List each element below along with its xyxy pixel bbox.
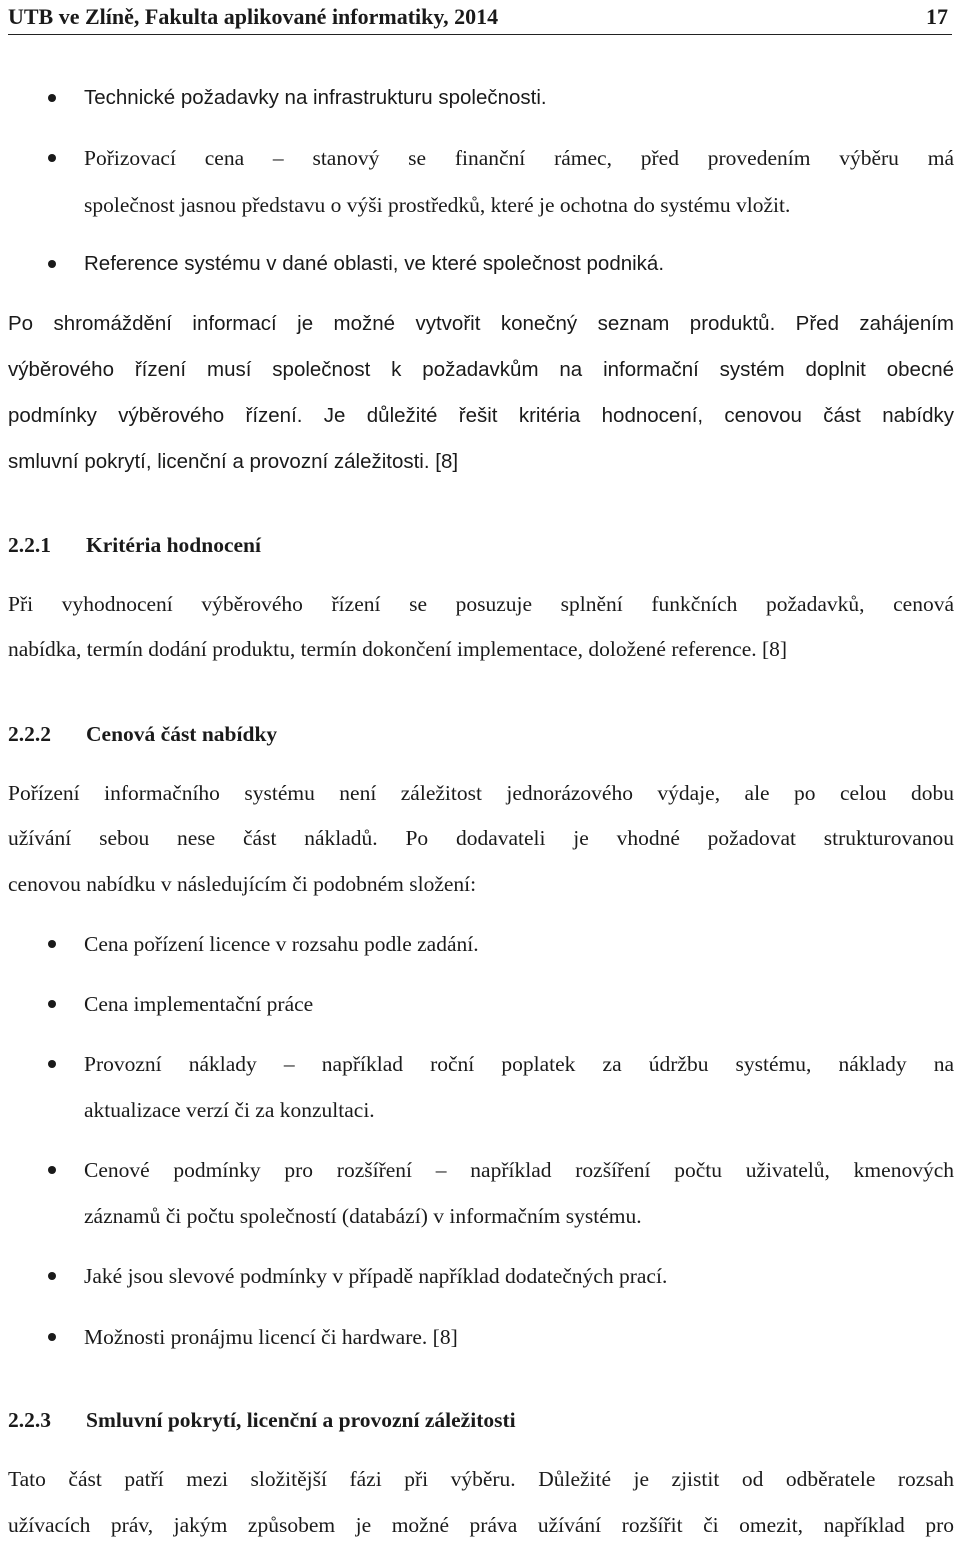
paragraph-line: užívání sebou nese část nákladů. Po dodavateli je vhodné požadovat strukturovanou bbox=[8, 826, 954, 850]
section-number: 2.2.1 bbox=[8, 533, 51, 557]
paragraph-line bbox=[8, 448, 458, 475]
header-title: UTB ve Zlíně, Fakulta aplikované informatiky, 2014 bbox=[8, 4, 499, 29]
list-item: Reference systému v dané oblasti, ve které společnost podniká. bbox=[84, 252, 665, 275]
bullet-icon bbox=[48, 154, 56, 162]
list-item: Pořizovací cena – stanový se finanční rámec, před provedením výběru má bbox=[84, 146, 954, 170]
section-number: 2.2.3 bbox=[8, 1408, 51, 1432]
section-title: Smluvní pokrytí, licenční a provozní záležitosti bbox=[86, 1408, 516, 1432]
paragraph-line: cenovou nabídku v následujícím či podobném složení: bbox=[8, 872, 477, 896]
section-heading-223 bbox=[8, 1407, 516, 1433]
paragraph-line: výběrového řízení musí společnost k požadavkům na informační systém doplnit obecné bbox=[8, 358, 954, 381]
bullet-icon bbox=[48, 1272, 56, 1280]
bullet-icon bbox=[48, 1333, 56, 1341]
paragraph-line: Pořízení informačního systému není záležitost jednorázového výdaje, ale po celou dobu bbox=[8, 781, 954, 805]
paragraph-line: Tato část patří mezi složitější fázi při výběru. Důležité je zjistit od odběratele rozsah bbox=[8, 1467, 954, 1491]
section-title: Cenová část nabídky bbox=[86, 722, 278, 746]
list-item: Možnosti pronájmu licencí či hardware. [8] bbox=[84, 1325, 458, 1349]
list-item: Cena pořízení licence v rozsahu podle zadání. bbox=[84, 932, 479, 956]
page-number: 17 bbox=[926, 4, 948, 29]
bullet-icon bbox=[48, 1166, 56, 1174]
bullet-icon bbox=[48, 94, 56, 102]
paragraph-line-text: podmínky výběrového řízení. Je důležité řešit kritéria hodnocení, cenovou část nabídky bbox=[8, 404, 954, 427]
section-title: Kritéria hodnocení bbox=[86, 533, 261, 557]
paragraph-line: nabídka, termín dodání produktu, termín dokončení implementace, doložené reference. [8] bbox=[8, 637, 788, 661]
list-item: Cena implementační práce bbox=[84, 992, 314, 1016]
page-header bbox=[8, 0, 952, 35]
bullet-icon bbox=[48, 1060, 56, 1068]
bullet-icon bbox=[48, 260, 56, 268]
section-heading-221 bbox=[8, 532, 261, 558]
section-number: 2.2.2 bbox=[8, 722, 51, 746]
paragraph-line: užívacích práv, jakým způsobem je možné práva užívání rozšířit či omezit, například pro bbox=[8, 1513, 954, 1537]
bullet-icon bbox=[48, 1000, 56, 1008]
paragraph-line: Po shromáždění informací je možné vytvořit konečný seznam produktů. Před zahájením bbox=[8, 312, 954, 335]
list-item: Jaké jsou slevové podmínky v případě například dodatečných prací. bbox=[84, 1264, 668, 1288]
paragraph-line: Při vyhodnocení výběrového řízení se posuzuje splnění funkčních požadavků, cenová bbox=[8, 592, 954, 616]
paragraph-line-text: smluvní pokrytí, licenční a provozní záležitosti. [8] bbox=[8, 450, 459, 473]
bullet-icon bbox=[48, 940, 56, 948]
list-item-continuation: společnost jasnou představu o výši prostředků, které je ochotna do systému vložit. bbox=[84, 193, 791, 217]
list-item: Cenové podmínky pro rozšíření – například rozšíření počtu uživatelů, kmenových bbox=[84, 1158, 954, 1182]
list-item-continuation: záznamů či počtu společností (databází) v informačním systému. bbox=[84, 1204, 642, 1228]
paragraph-line bbox=[8, 402, 954, 429]
section-heading-222 bbox=[8, 721, 277, 747]
list-item: Provozní náklady – například roční poplatek za údržbu systému, náklady na bbox=[84, 1052, 954, 1076]
list-item-continuation: aktualizace verzí či za konzultaci. bbox=[84, 1098, 375, 1122]
list-item: Technické požadavky na infrastrukturu společnosti. bbox=[84, 86, 547, 109]
